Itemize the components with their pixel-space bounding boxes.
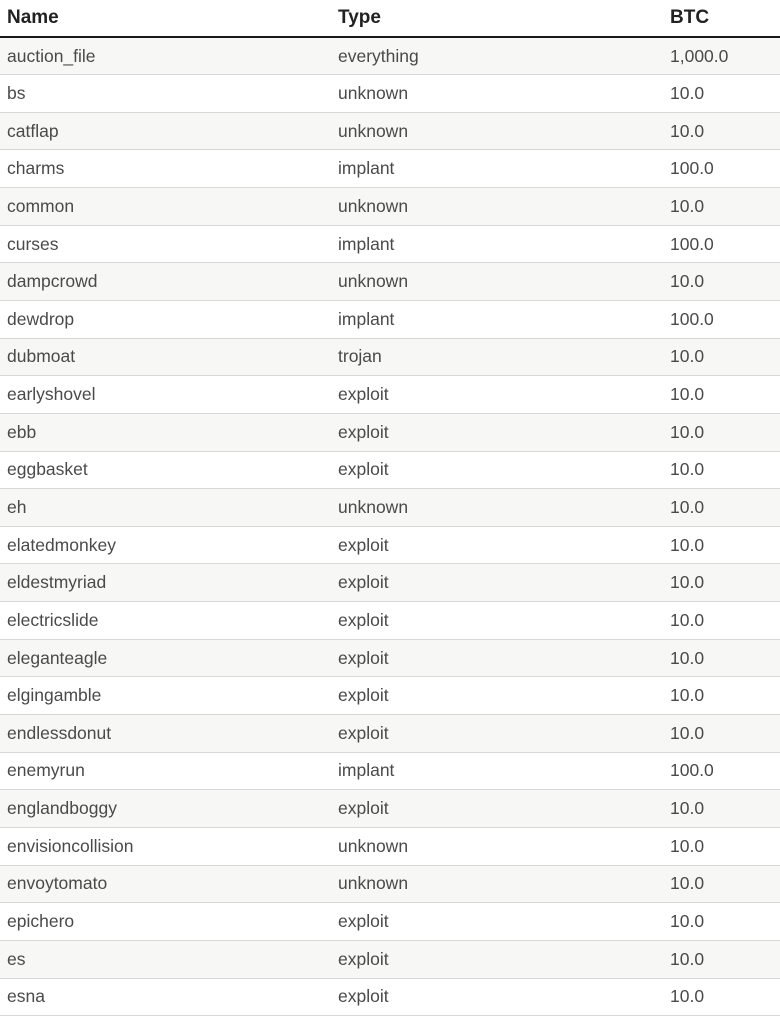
table-row	[0, 602, 780, 640]
cell-btc: 100.0	[663, 150, 780, 188]
cell-type: exploit	[331, 413, 663, 451]
table-row	[0, 112, 780, 150]
table-row	[0, 564, 780, 602]
cell-type: exploit	[331, 940, 663, 978]
cell-name: dewdrop	[0, 300, 331, 338]
cell-type: unknown	[331, 263, 663, 301]
cell-name: dubmoat	[0, 338, 331, 376]
cell-name: catflap	[0, 112, 331, 150]
table-row	[0, 903, 780, 941]
cell-name: eldestmyriad	[0, 564, 331, 602]
cell-name: es	[0, 940, 331, 978]
cell-btc: 10.0	[663, 451, 780, 489]
cell-btc: 10.0	[663, 263, 780, 301]
cell-type: unknown	[331, 827, 663, 865]
column-header-name[interactable]: Name	[0, 0, 331, 37]
cell-type: exploit	[331, 376, 663, 414]
cell-btc: 10.0	[663, 489, 780, 527]
table-row	[0, 263, 780, 301]
cell-name: elgingamble	[0, 677, 331, 715]
cell-name: envisioncollision	[0, 827, 331, 865]
table-row	[0, 225, 780, 263]
table-row	[0, 300, 780, 338]
cell-btc: 10.0	[663, 715, 780, 753]
cell-btc: 100.0	[663, 225, 780, 263]
cell-btc: 10.0	[663, 338, 780, 376]
cell-type: exploit	[331, 715, 663, 753]
table-row	[0, 790, 780, 828]
cell-name: esna	[0, 978, 331, 1016]
cell-type: unknown	[331, 188, 663, 226]
table-row	[0, 677, 780, 715]
cell-name: curses	[0, 225, 331, 263]
cell-name: bs	[0, 75, 331, 113]
table-row	[0, 338, 780, 376]
cell-btc: 10.0	[663, 188, 780, 226]
table-row	[0, 639, 780, 677]
cell-btc: 10.0	[663, 677, 780, 715]
table-row	[0, 451, 780, 489]
cell-btc: 10.0	[663, 978, 780, 1016]
cell-btc: 100.0	[663, 300, 780, 338]
cell-name: eleganteagle	[0, 639, 331, 677]
table-row	[0, 376, 780, 414]
table-row	[0, 940, 780, 978]
cell-name: dampcrowd	[0, 263, 331, 301]
cell-name: charms	[0, 150, 331, 188]
cell-btc: 10.0	[663, 75, 780, 113]
cell-btc: 10.0	[663, 827, 780, 865]
cell-type: unknown	[331, 489, 663, 527]
cell-btc: 10.0	[663, 413, 780, 451]
cell-type: implant	[331, 225, 663, 263]
cell-name: ebb	[0, 413, 331, 451]
cell-type: exploit	[331, 639, 663, 677]
cell-btc: 10.0	[663, 602, 780, 640]
table-row	[0, 413, 780, 451]
cell-name: elatedmonkey	[0, 526, 331, 564]
cell-btc: 10.0	[663, 790, 780, 828]
cell-type: implant	[331, 752, 663, 790]
cell-name: auction_file	[0, 37, 331, 75]
table-row	[0, 489, 780, 527]
cell-btc: 10.0	[663, 639, 780, 677]
table-row	[0, 752, 780, 790]
cell-name: electricslide	[0, 602, 331, 640]
cell-btc: 10.0	[663, 564, 780, 602]
cell-type: unknown	[331, 865, 663, 903]
cell-name: enemyrun	[0, 752, 331, 790]
table-header	[0, 0, 780, 37]
table-row	[0, 37, 780, 75]
table-row	[0, 150, 780, 188]
cell-name: eh	[0, 489, 331, 527]
table-row	[0, 827, 780, 865]
cell-btc: 10.0	[663, 940, 780, 978]
cell-type: exploit	[331, 564, 663, 602]
cell-type: exploit	[331, 451, 663, 489]
cell-type: exploit	[331, 526, 663, 564]
cell-type: trojan	[331, 338, 663, 376]
cell-name: epichero	[0, 903, 331, 941]
table-row	[0, 978, 780, 1016]
cell-type: exploit	[331, 602, 663, 640]
table-row	[0, 526, 780, 564]
column-header-btc[interactable]: BTC	[663, 0, 780, 37]
cell-name: common	[0, 188, 331, 226]
cell-btc: 100.0	[663, 752, 780, 790]
cell-name: endlessdonut	[0, 715, 331, 753]
cell-btc: 10.0	[663, 112, 780, 150]
cell-type: everything	[331, 37, 663, 75]
cell-type: exploit	[331, 903, 663, 941]
table-row	[0, 75, 780, 113]
cell-btc: 10.0	[663, 903, 780, 941]
cell-type: exploit	[331, 790, 663, 828]
column-header-type[interactable]: Type	[331, 0, 663, 37]
cell-type: exploit	[331, 677, 663, 715]
cell-type: implant	[331, 150, 663, 188]
table-row	[0, 188, 780, 226]
cell-type: exploit	[331, 978, 663, 1016]
cell-name: envoytomato	[0, 865, 331, 903]
cell-name: eggbasket	[0, 451, 331, 489]
cell-btc: 10.0	[663, 526, 780, 564]
table-row	[0, 715, 780, 753]
cell-name: englandboggy	[0, 790, 331, 828]
table-body	[0, 37, 780, 1016]
cell-name: earlyshovel	[0, 376, 331, 414]
cell-type: implant	[331, 300, 663, 338]
cell-type: unknown	[331, 112, 663, 150]
cell-type: unknown	[331, 75, 663, 113]
cell-btc: 1,000.0	[663, 37, 780, 75]
cell-btc: 10.0	[663, 376, 780, 414]
table-row	[0, 865, 780, 903]
header-row	[0, 0, 780, 37]
cell-btc: 10.0	[663, 865, 780, 903]
